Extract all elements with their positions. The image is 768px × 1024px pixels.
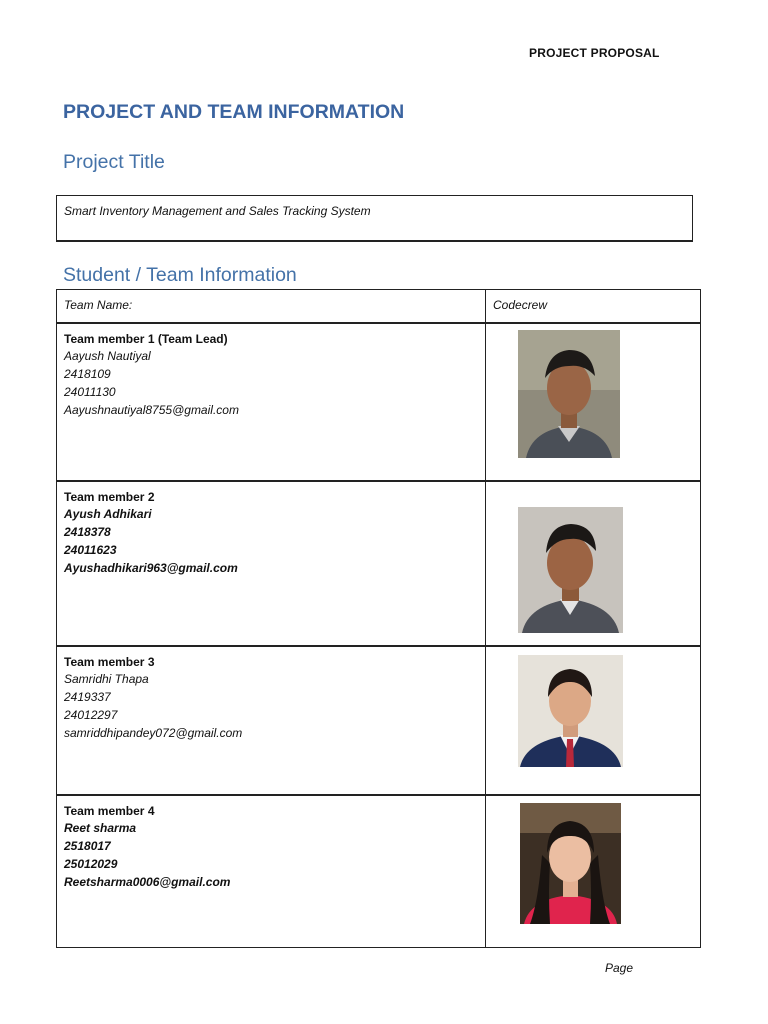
- project-title-heading: Project Title: [63, 151, 165, 173]
- member-name: Aayush Nautiyal: [64, 349, 151, 364]
- member-name: Ayush Adhikari: [64, 507, 152, 522]
- member-id: 2518017: [64, 839, 111, 854]
- member-name: Reet sharma: [64, 821, 137, 836]
- member-info-cell: [57, 323, 486, 481]
- member-id: 2419337: [64, 690, 111, 705]
- team-name-value: Codecrew: [486, 290, 701, 323]
- member-photo: [518, 655, 623, 767]
- member-photo: [518, 330, 620, 458]
- team-name-row: [57, 290, 701, 323]
- member-photo: [518, 507, 623, 633]
- member-label: Team member 4: [64, 803, 155, 818]
- member-photo-cell: [486, 646, 701, 795]
- member-info-cell: [57, 481, 486, 646]
- member-id-secondary: 24011623: [64, 542, 117, 557]
- running-header: PROJECT PROPOSAL: [529, 46, 660, 60]
- member-email: Reetsharma0006@gmail.com: [64, 874, 231, 889]
- team-member-row: [57, 323, 701, 481]
- member-label: Team member 1 (Team Lead): [64, 331, 228, 346]
- member-name: Samridhi Thapa: [64, 672, 149, 687]
- member-label: Team member 2: [64, 489, 155, 504]
- team-member-row: [57, 646, 701, 795]
- member-photo-cell: [486, 481, 701, 646]
- team-member-row: [57, 795, 701, 948]
- page-footer: Page: [605, 961, 634, 975]
- member-email: samriddhipandey072@gmail.com: [64, 725, 243, 740]
- member-id-secondary: 24012297: [64, 707, 118, 722]
- member-id-secondary: 24011130: [64, 384, 116, 399]
- member-id: 2418378: [64, 525, 111, 540]
- member-id: 2418109: [64, 367, 111, 382]
- team-table: [56, 289, 701, 948]
- team-member-row: [57, 481, 701, 646]
- project-title-box: [56, 195, 693, 242]
- main-heading: PROJECT AND TEAM INFORMATION: [63, 101, 405, 123]
- member-email: Aayushnautiyal8755@gmail.com: [64, 402, 239, 417]
- member-email: Ayushadhikari963@gmail.com: [64, 560, 238, 575]
- team-name-label: Team Name:: [57, 290, 486, 323]
- team-info-heading: Student / Team Information: [63, 264, 297, 286]
- member-info-cell: [57, 795, 486, 948]
- project-title-text: Smart Inventory Management and Sales Tracking System: [64, 204, 371, 218]
- member-label: Team member 3: [64, 654, 155, 669]
- member-photo-cell: [486, 323, 701, 481]
- member-info-cell: [57, 646, 486, 795]
- member-id-secondary: 25012029: [64, 856, 118, 871]
- member-photo: [520, 803, 621, 924]
- member-photo-cell: [486, 795, 701, 948]
